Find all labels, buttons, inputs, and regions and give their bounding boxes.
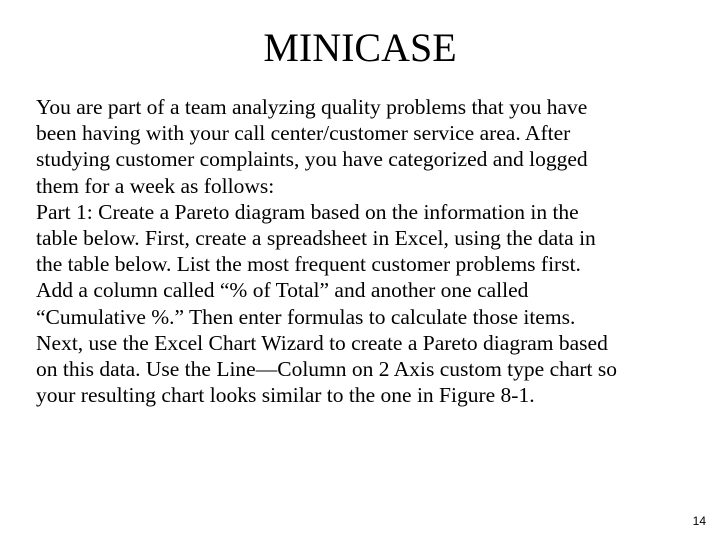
page-number: 14 [692, 514, 706, 528]
slide-title: MINICASE [263, 25, 457, 70]
slide-body-text: You are part of a team analyzing quality problems that you have been having with your call center/customer service area. After studying customer complaints, you have categorized and logged them for a week as follows: Part 1: Create a Pareto diagram based on the information in the table below. First, create a spreadsheet in Excel, using the data in the table below. List the most frequent customer problems first. Add a column called “% of Total” and another one called “Cumulative %.” Then enter formulas to calculate those items. Next, use the Excel Chart Wizard to create a Pareto diagram based on this data. Use the Line—Column on 2 Axis custom type chart so your resulting chart looks similar to the one in Figure 8-1. [36, 95, 618, 408]
